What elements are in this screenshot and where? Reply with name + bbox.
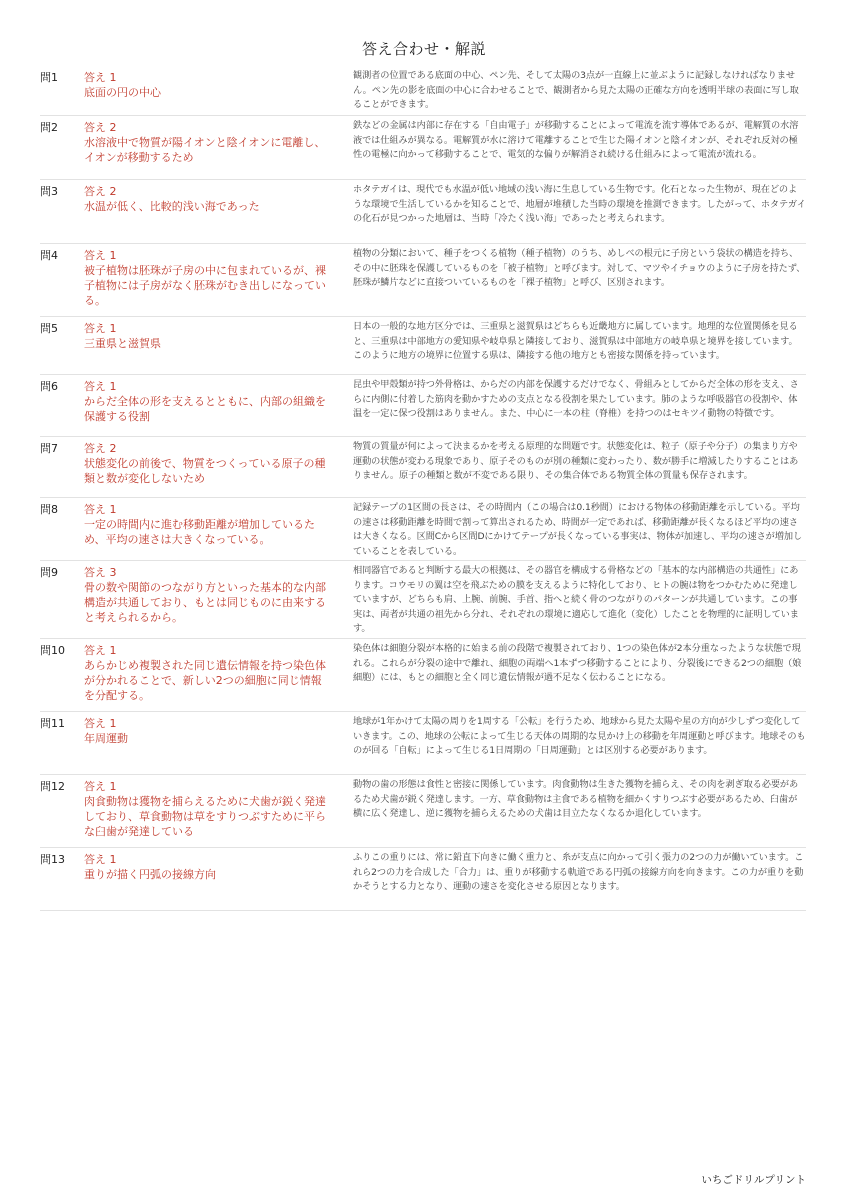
answer-text: 年周運動 <box>84 732 128 745</box>
answer-text: 水溶液中で物質が陽イオンと陰イオンに電離し、イオンが移動するため <box>84 136 326 164</box>
table-row <box>40 375 806 437</box>
explanation-text: 物質の質量が何によって決まるかを考える原理的な問題です。状態変化は、粒子（原子や分子）の集まり方や運動の状態が変わる現象であり、原子そのものが別の種類に変わったり、数が勝手に増減したりすることはありません。原子の種類と数が不変である限り、その集合体である物質全体の質量も保存されます。 <box>353 441 799 481</box>
explanation-text: 動物の歯の形態は食性と密接に関係しています。肉食動物は生きた獲物を捕らえ、その肉を剥ぎ取る必要があるため犬歯が鋭く発達します。一方、草食動物は主食である植物を細かくすりつぶす必要があるため、臼歯が横に広く発達し、逆に獲物を捕らえるための犬歯は目立たなくなるか退化しています。 <box>353 779 799 819</box>
explanation-text: 植物の分類において、種子をつくる植物（種子植物）のうち、めしべの根元に子房という袋状の構造を持ち、その中に胚珠を保護しているものを「被子植物」と呼びます。対して、マツやイチョウのように子房を持たず、胚珠が鱗片などに直接ついているものを「裸子植物」と呼び、区別されます。 <box>353 248 806 288</box>
answer-cell <box>80 440 336 497</box>
table-row <box>40 180 806 244</box>
explanation-text: ホタテガイは、現代でも水温が低い地域の浅い海に生息している生物です。化石となった生物が、現在どのような環境で生活しているかを知ることで、地層が堆積した当時の環境を推測できます。したがって、ホタテガイの化石が見つかった地層は、当時「冷たく浅い海」であったと考えられます。 <box>353 184 806 224</box>
answer-cell <box>80 378 336 436</box>
question-number: 問5 <box>40 322 58 335</box>
answer-cell <box>80 778 336 847</box>
answer-label: 答え 1 <box>84 249 117 262</box>
table-row <box>40 775 806 848</box>
question-number: 問3 <box>40 185 58 198</box>
answer-cell <box>80 119 336 179</box>
question-number: 問13 <box>40 853 65 866</box>
table-row <box>40 848 806 911</box>
answer-label: 答え 1 <box>84 780 117 793</box>
answer-label: 答え 1 <box>84 503 117 516</box>
answer-text: 重りが描く円弧の接線方向 <box>84 868 216 881</box>
table-row <box>40 116 806 180</box>
answer-label: 答え 3 <box>84 566 117 579</box>
answer-label: 答え 1 <box>84 322 117 335</box>
question-number: 問2 <box>40 121 58 134</box>
explanation-text: 日本の一般的な地方区分では、三重県と滋賀県はどちらも近畿地方に属しています。地理的な位置関係を見ると、三重県は中部地方の愛知県や岐阜県と隣接しており、滋賀県は中部地方の岐阜県と境界を接しています。このように地方の境界に位置する県は、隣接する他の地方とも密接な関係を持っています。 <box>353 321 798 361</box>
answer-text: 状態変化の前後で、物質をつくっている原子の種類と数が変化しないため <box>84 457 326 485</box>
explanation-text: 相同器官であると判断する最大の根拠は、その器官を構成する骨格などの「基本的な内部構造の共通性」にあります。コウモリの翼は空を飛ぶための膜を支えるように特化しており、ヒトの腕は物をつかむために発達していますが、どちらも肩、上腕、前腕、手首、指へと続く骨のつながりのパターンが共通しています。この事実は、両者が共通の祖先から分れ、それぞれの環境に適応して進化（変化）したことを物理的に証明しています。 <box>353 565 799 634</box>
answer-cell <box>80 501 336 560</box>
answer-table <box>40 66 806 911</box>
explanation-text: 鉄などの金属は内部に存在する「自由電子」が移動することによって電流を流す導体であるが、電解質の水溶液では仕組みが異なる。電解質が水に溶けて電離することで生じた陽イオンと陰イオンが、それぞれ反対の極性の電極に向かって移動することで、電気的な偏りが解消され続ける仕組みによって電流が流れる。 <box>353 120 799 160</box>
question-number: 問10 <box>40 644 65 657</box>
answer-label: 答え 2 <box>84 442 117 455</box>
question-number: 問11 <box>40 717 65 730</box>
answer-label: 答え 1 <box>84 71 117 84</box>
answer-text: からだ全体の形を支えるとともに、内部の組織を保護する役割 <box>84 395 326 423</box>
table-row <box>40 639 806 712</box>
table-row <box>40 244 806 317</box>
question-number: 問4 <box>40 249 58 262</box>
answer-cell <box>80 564 336 638</box>
answer-text: 骨の数や関節のつながり方といった基本的な内部構造が共通しており、もとは同じものに由来すると考えられるから。 <box>84 581 326 624</box>
answer-cell <box>80 642 336 711</box>
page-title: 答え合わせ・解説 <box>361 40 486 58</box>
answer-cell <box>80 69 336 115</box>
answer-label: 答え 2 <box>84 121 117 134</box>
explanation-text: 昆虫や甲殻類が持つ外骨格は、からだの内部を保護するだけでなく、骨組みとしてからだ全体の形を支え、さらに内側に付着した筋肉を動かすための支点となる役割を果たしています。肺のような呼吸器官の役割や、体温を一定に保つ役割はありません。また、中心に一本の柱（脊椎）を持つのはセキツイ動物の特徴です。 <box>353 379 799 419</box>
answer-cell <box>80 247 336 316</box>
answer-label: 答え 1 <box>84 717 117 730</box>
answer-label: 答え 1 <box>84 853 117 866</box>
answer-cell <box>80 320 336 374</box>
question-number: 問7 <box>40 442 58 455</box>
question-number: 問9 <box>40 566 58 579</box>
answer-text: 被子植物は胚珠が子房の中に包まれているが、裸子植物には子房がなく胚珠がむき出しになっている。 <box>84 264 326 307</box>
answer-text: 水温が低く、比較的浅い海であった <box>84 200 260 213</box>
table-row <box>40 498 806 561</box>
answer-label: 答え 1 <box>84 644 117 657</box>
answer-label: 答え 1 <box>84 380 117 393</box>
table-row <box>40 561 806 639</box>
question-number: 問1 <box>40 71 58 84</box>
answer-cell <box>80 851 336 910</box>
table-row <box>40 437 806 498</box>
question-number: 問6 <box>40 380 58 393</box>
answer-text: 三重県と滋賀県 <box>84 337 161 350</box>
answer-label: 答え 2 <box>84 185 117 198</box>
answer-text: 肉食動物は獲物を捕らえるために犬歯が鋭く発達しており、草食動物は草をすりつぶすために平らな臼歯が発達している <box>84 795 326 838</box>
answer-text: 底面の円の中心 <box>84 86 161 99</box>
answer-text: 一定の時間内に進む移動距離が増加しているため、平均の速さは大きくなっている。 <box>84 518 315 546</box>
explanation-text: 観測者の位置である底面の中心、ペン先、そして太陽の3点が一直線上に並ぶように記録しなければなりません。ペン先の影を底面の中心に合わせることで、観測者から見た太陽の正確な方向を透明半球の表面に写し取ることができます。 <box>353 70 799 110</box>
table-row <box>40 712 806 775</box>
answer-cell <box>80 715 336 774</box>
table-row <box>40 317 806 375</box>
explanation-text: 記録テープの1区間の長さは、その時間内（この場合は0.1秒間）における物体の移動距離を示している。平均の速さは移動距離を時間で割って算出されるため、時間が一定であれば、移動距離が長くなるほど平均の速さは大きくなる。区間Cから区間Dにかけてテープが長くなっている事実は、物体が加速し、平均の速さが増加していることを表している。 <box>353 502 803 557</box>
question-number: 問8 <box>40 503 58 516</box>
explanation-text: ふりこの重りには、常に鉛直下向きに働く重力と、糸が支点に向かって引く張力の2つの力が働いています。これら2つの力を合成した「合力」は、重りが移動する軌道である円弧の接線方向を向きます。この力が重りを動かそうとする力となり、運動の速さを変化させる原因となります。 <box>353 852 804 892</box>
answer-cell <box>80 183 336 243</box>
question-number: 問12 <box>40 780 65 793</box>
explanation-text: 染色体は細胞分裂が本格的に始まる前の段階で複製されており、1つの染色体が2本分重なったような状態で現れる。これらが分裂の途中で離れ、細胞の両端へ1本ずつ移動することにより、分裂後にできる2つの細胞（娘細胞）には、もとの細胞と全く同じ遺伝情報が過不足なく伝わることになる。 <box>353 643 802 683</box>
footer-brand: いちごドリルプリント <box>701 1174 806 1186</box>
explanation-text: 地球が1年かけて太陽の周りを1周する「公転」を行うため、地球から見た太陽や星の方向が少しずつ変化していきます。この、地球の公転によって生じる天体の周期的な見かけ上の移動を年周運動と呼びます。地球そのものが回る「自転」によって生じる1日周期の「日周運動」とは区別する必要があります。 <box>353 716 806 756</box>
answer-text: あらかじめ複製された同じ遺伝情報を持つ染色体が分かれることで、新しい2つの細胞に同じ情報を分配する。 <box>84 659 326 702</box>
table-row <box>40 66 806 116</box>
